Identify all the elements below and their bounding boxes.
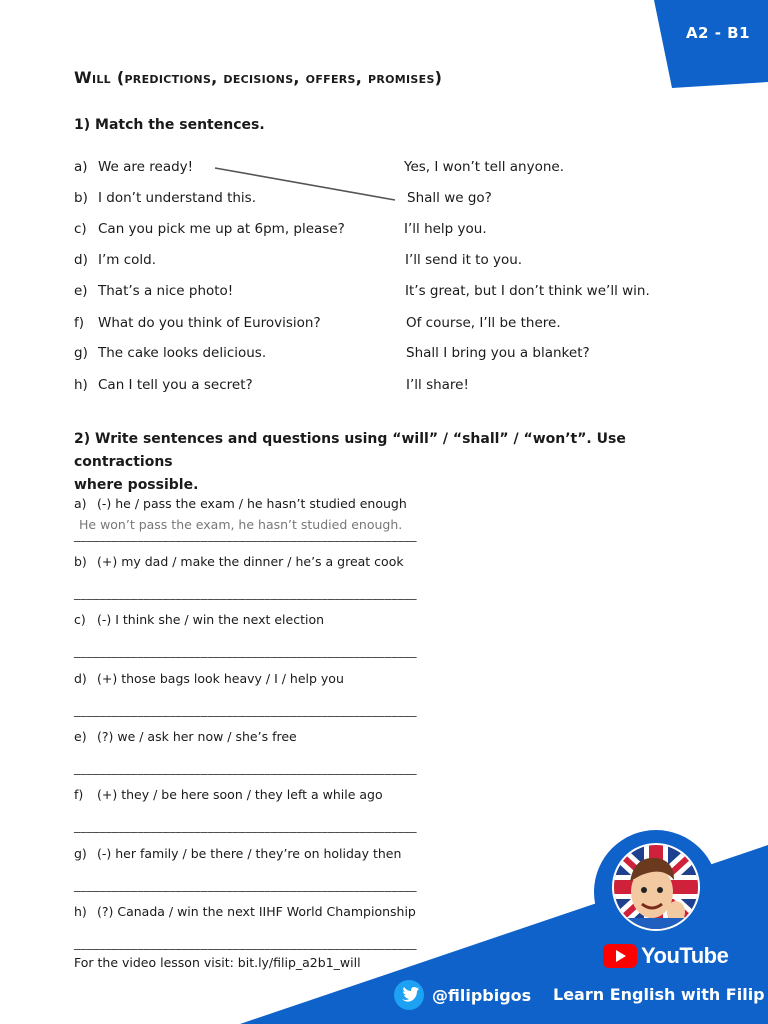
exercise-item: c) (-) I think she / win the next election: [74, 612, 325, 627]
avatar: [594, 830, 718, 954]
answer-line[interactable]: ______________________________________________________: [74, 819, 417, 833]
right-sentence: I’ll send it to you.: [405, 252, 523, 268]
twitter-icon: [394, 980, 424, 1010]
youtube-play-icon: [603, 944, 637, 968]
section2-heading: 2) Write sentences and questions using “will” / “shall” / “won’t”. Use contractions where possible.: [74, 431, 626, 493]
level-badge: A2 - B1: [685, 24, 751, 42]
left-sentence: h) Can I tell you a secret?: [74, 377, 253, 393]
exercise-item: e) (?) we / ask her now / she’s free: [74, 729, 297, 744]
left-sentence: c) Can you pick me up at 6pm, please?: [74, 221, 345, 237]
left-sentence: e) That’s a nice photo!: [74, 283, 234, 299]
exercise-item: g) (-) her family / be there / they’re on holiday then: [74, 846, 402, 861]
left-sentence: b) I don’t understand this.: [74, 190, 257, 206]
answer-line[interactable]: ______________________________________________________: [74, 878, 417, 892]
right-sentence: Shall we go?: [407, 190, 492, 206]
right-sentence: I’ll share!: [406, 377, 469, 393]
left-sentence: g) The cake looks delicious.: [74, 345, 267, 361]
youtube-logo[interactable]: [603, 943, 728, 969]
right-sentence: It’s great, but I don’t think we’ll win.: [405, 283, 650, 299]
left-sentence: a) We are ready!: [74, 159, 194, 175]
exercise-item: d) (+) those bags look heavy / I / help you: [74, 671, 344, 686]
answer-line[interactable]: ______________________________________________________: [74, 644, 417, 658]
answer-line[interactable]: ______________________________________________________: [74, 586, 417, 600]
example-answer: He won’t pass the exam, he hasn’t studied enough.: [79, 517, 403, 532]
right-sentence: Of course, I’ll be there.: [406, 315, 561, 331]
right-sentence: Shall I bring you a blanket?: [406, 345, 590, 361]
twitter-handle: @filipbigos: [432, 985, 532, 1005]
right-sentence: I’ll help you.: [404, 221, 487, 237]
answer-line[interactable]: ______________________________________________________: [74, 528, 417, 542]
answer-line[interactable]: ______________________________________________________: [74, 936, 417, 950]
channel-name: Learn English with Filip: [553, 985, 765, 1004]
exercise-item: b) (+) my dad / make the dinner / he’s a great cook: [74, 554, 404, 569]
left-sentence: d) I’m cold.: [74, 252, 157, 268]
exercise-item: f) (+) they / be here soon / they left a while ago: [74, 787, 383, 802]
left-sentence: f) What do you think of Eurovision?: [74, 315, 321, 331]
answer-line[interactable]: ______________________________________________________: [74, 703, 417, 717]
twitter-handle-link[interactable]: [394, 980, 531, 1010]
answer-line[interactable]: ______________________________________________________: [74, 761, 417, 775]
video-lesson-note: For the video lesson visit: bit.ly/filip_a2b1_will: [74, 955, 361, 970]
exercise-item: a) (-) he / pass the exam / he hasn’t studied enough: [74, 496, 407, 511]
exercise-item: h) (?) Canada / win the next IIHF World Championship: [74, 904, 416, 919]
youtube-label: YouTube: [641, 943, 729, 968]
worksheet-title: Will (predictions, decisions, offers, promises): [74, 68, 443, 87]
right-sentence: Yes, I won’t tell anyone.: [404, 159, 565, 175]
section1-heading: 1) Match the sentences.: [74, 117, 265, 133]
